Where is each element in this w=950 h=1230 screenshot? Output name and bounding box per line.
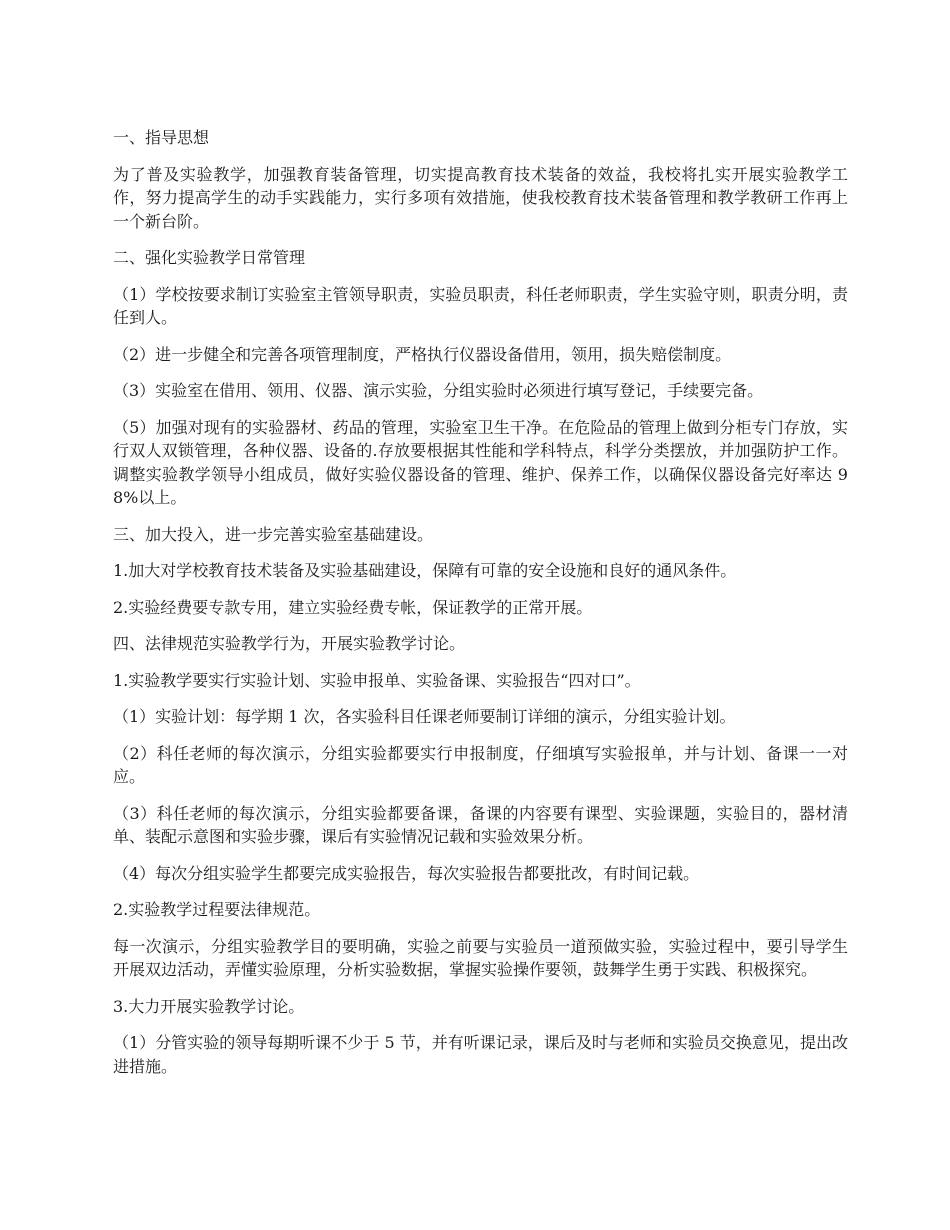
paragraph-item: 1.加大对学校教育技术装备及实验基础建设，保障有可靠的安全设施和良好的通风条件。: [113, 561, 737, 580]
paragraph-item: （1）实验计划：每学期 1 次，各实验科目任课老师要制订详细的演示，分组实验计划。: [113, 707, 736, 726]
paragraph-item: （2）进一步健全和完善各项管理制度，严格执行仪器设备借用，领用，损失赔偿制度。: [113, 344, 732, 364]
paragraph-item: 每一次演示，分组实验教学目的要明确，实验之前要与实验员一道预做实验，实验过程中，要引导学生开展双边活动，弄懂实验原理，分析实验数据，掌握实验操作要领，鼓舞学生勇于实践、积极探究。: [113, 936, 848, 979]
paragraph-item: （5）加强对现有的实验器材、药品的管理，实验室卫生干净。在危险品的管理上做到分柜专门存放，实行双人双锁管理，各种仪器、设备的.存放要根据其性能和学科特点，科学分类摆放，并加强防护工作。 调整实验教学领导小组成员，做好实验仪器设备的管理、维护、保养工作，以确保仪器设备完好率达 98%以上。: [113, 417, 848, 507]
paragraph-item: 2.实验教学过程要法律规范。: [113, 900, 321, 919]
paragraph-item: （1）分管实验的领导每期听课不少于 5 节，并有听课记录，课后及时与老师和实验员交换意见，提出改进措施。: [113, 1033, 848, 1076]
paragraph-item: （4）每次分组实验学生都要完成实验报告，每次实验报告都要批改，有时间记载。: [113, 863, 700, 883]
section-heading-daily-management: 二、强化实验教学日常管理: [113, 248, 306, 267]
paragraph-item: 3.大力开展实验教学讨论。: [113, 996, 305, 1016]
paragraph-item: （3）科任老师的每次演示，分组实验都要备课，备课的内容要有课型、实验课题，实验目的，器材清单、装配示意图和实验步骤，课后有实验情况记载和实验效果分析。: [113, 803, 848, 846]
paragraph-item: （3）实验室在借用、领用、仪器、演示实验，分组实验时必须进行填写登记，手续要完备。: [113, 381, 764, 400]
section-heading-investment: 三、加大投入，进一步完善实验室基础建设。: [113, 524, 434, 544]
paragraph-item: （2）科任老师的每次演示，分组实验都要实行申报制度，仔细填写实验报单，并与计划、备课一一对应。: [113, 743, 848, 786]
paragraph-item: （1）学校按要求制订实验室主管领导职责，实验员职责，科任老师职责，学生实验守则，职责分明，责任到人。: [113, 284, 848, 327]
document-page: [113, 126, 848, 1091]
paragraph-item: 1.实验教学要实行实验计划、实验申报单、实验备课、实验报告“四对口”。: [113, 670, 641, 690]
section-heading-standardize-teaching: 四、法律规范实验教学行为，开展实验教学讨论。: [113, 634, 466, 653]
section-heading-guiding-ideology: 一、指导思想: [113, 128, 210, 147]
paragraph-item: 2.实验经费要专款专用，建立实验经费专帐，保证教学的正常开展。: [113, 597, 593, 617]
paragraph-intro: 为了普及实验教学，加强教育装备管理，切实提高教育技术装备的效益，我校将扎实开展实验教学工作，努力提高学生的动手实践能力，实行多项有效措施，使我校教育技术装备管理和教学教研工作再上一个新台阶。: [113, 164, 848, 231]
